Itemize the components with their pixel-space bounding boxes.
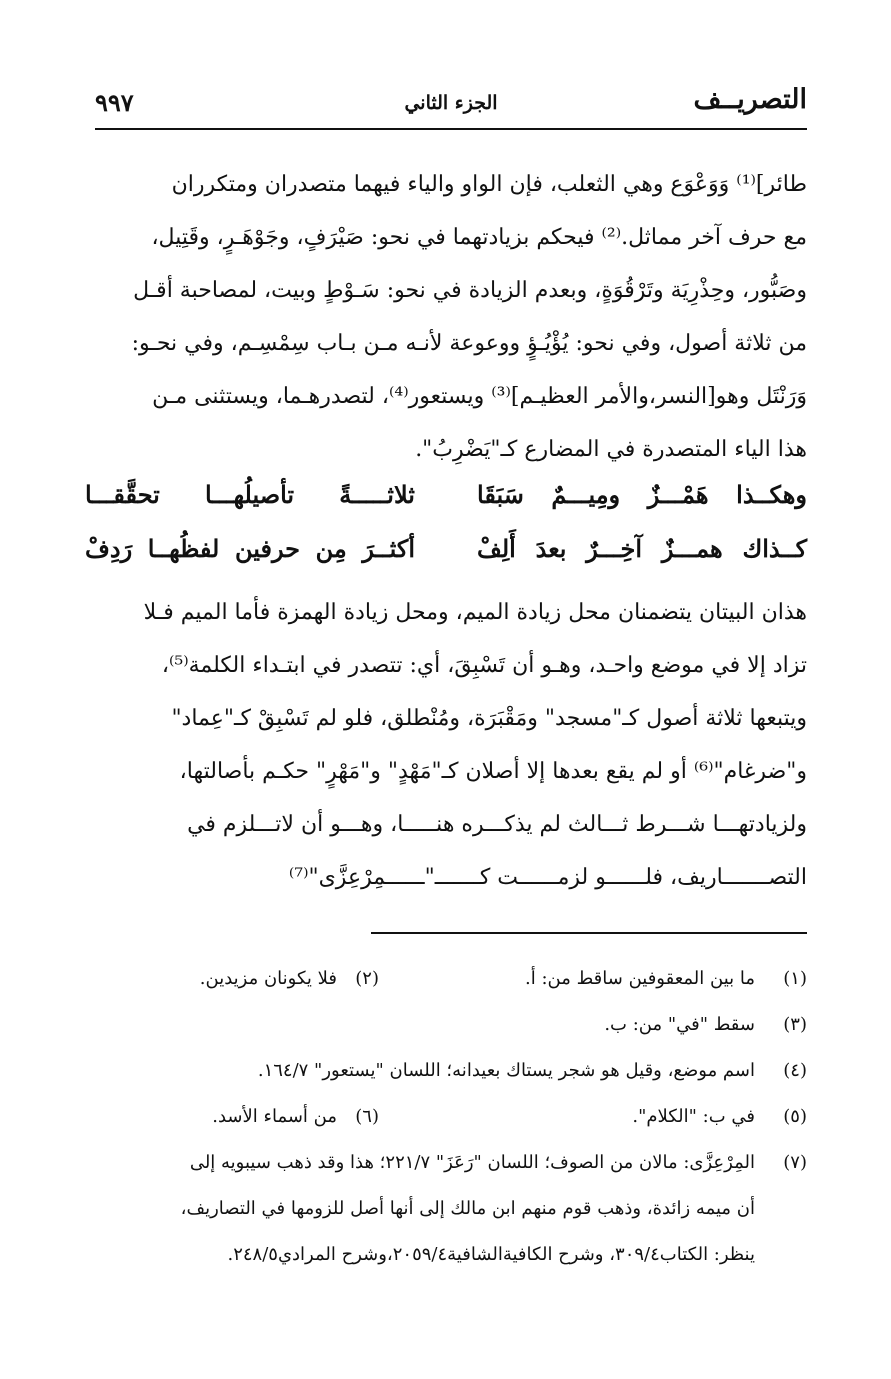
footnote-number: (٦) <box>355 1106 379 1127</box>
footnote-number: (٧) <box>783 1152 807 1173</box>
page-header <box>95 84 807 130</box>
paragraph-line: وصَبُّور، وحِذْرِيَة وتَرْقُوَةٍ، وبعدم الزيادة في نحو: سَـوْطٍ وبيت، لمصاحبة أقـل <box>133 278 807 303</box>
footnote-divider <box>371 932 807 934</box>
footnote-continuation: ينظر: الكتاب٣٠٩/٤، وشرح الكافيةالشافية٢٠٥٩/٤،وشرح المرادي٢٤٨/٥. <box>227 1244 755 1265</box>
footnote-row <box>85 1048 807 1094</box>
verse-second-hemistich: أكثــرَ مِن حرفين لفظُهــا رَدِفْ <box>85 534 415 563</box>
paragraph-1 <box>85 158 807 476</box>
verse-first-hemistich: وهكــذا هَمْـــزٌ ومِيـــمٌ سَبَقَا <box>477 480 807 509</box>
footnote-text: في ب: "الكلام". <box>632 1106 755 1127</box>
footnote-number: (١) <box>783 968 807 989</box>
chapter-title: التصريــف <box>693 84 807 115</box>
footnote-text: اسم موضع، وقيل هو شجر يستاك بعيدانه؛ اللسان "يستعور" ١٦٤/٧. <box>257 1060 755 1081</box>
footnote-text: من أسماء الأسد. <box>212 1106 337 1127</box>
paragraph-line: مع حرف آخر مماثل.⁽²⁾ فيحكم بزيادتهما في نحو: صَيْرَفٍ، وجَوْهَـرٍ، وقَتِيل، <box>151 225 807 250</box>
paragraph-line: ويتبعها ثلاثة أصول كـ"مسجد" ومَقْبَرَة، ومُنْطلق، فلو لم تَسْبِقْ كـ"عِماد" <box>171 706 807 731</box>
footnotes <box>85 956 807 1278</box>
paragraph-line: وَرَنْتَل وهو[النسر،والأمر العظيـم]⁽³⁾ ويستعور⁽⁴⁾، لتصدرهـما، ويستثنى مـن <box>152 384 807 409</box>
verse-first-hemistich: كــذاك همـــزٌ آخِـــرٌ بعدَ أَلِفْ <box>477 534 807 563</box>
paragraph-line: هذا الياء المتصدرة في المضارع كـ"يَضْرِبُ". <box>415 437 807 462</box>
part-label: الجزء الثاني <box>404 92 498 114</box>
footnote-text: ما بين المعقوفين ساقط من: أ. <box>525 968 755 989</box>
paragraph-line: تزاد إلا في موضع واحـد، وهـو أن تَسْبِقَ، أي: تتصدر في ابتـداء الكلمة⁽⁵⁾، <box>161 653 807 678</box>
paragraph-line: من ثلاثة أصول، وفي نحو: يُؤْيُـؤٍ ووعوعة لأنـه مـن بـاب سِمْسِـم، وفي نحـو: <box>131 331 807 356</box>
paragraph-line: و"ضرغام"⁽⁶⁾ أو لم يقع بعدها إلا أصلان كـ"مَهْدٍ" و"مَهْرٍ" حكـم بأصالتها، <box>179 759 807 784</box>
page-number: ٩٩٧ <box>95 88 134 117</box>
paragraph-line: ولزيادتهـــا شـــرط ثـــالث لم يذكـــره هنـــــا، وهـــو أن لاتـــلزم في <box>187 812 807 837</box>
footnote-text: فلا يكونان مزيدين. <box>199 968 337 989</box>
paragraph-line: طائر]⁽¹⁾ وَوَعْوَع وهي الثعلب، فإن الواو والياء فيهما متصدران ومتكرران <box>171 172 807 197</box>
footnote-number: (٤) <box>783 1060 807 1081</box>
verse-line-1 <box>85 480 807 530</box>
verse-second-hemistich: ثلاثـــــةً تأصيلُهـــا تحقَّقـــا <box>85 480 415 509</box>
footnote-number: (٥) <box>783 1106 807 1127</box>
footnote-row <box>85 1094 807 1140</box>
footnote-number: (٢) <box>355 968 379 989</box>
footnote-text: المِرْعِزَّى: مالان من الصوف؛ اللسان "رَعَزَ" ٢٢١/٧؛ هذا وقد ذهب سيبويه إلى <box>189 1152 755 1173</box>
footnote-continuation: أن ميمه زائدة، وذهب قوم منهم ابن مالك إلى أنها أصل للزومها في التصاريف، <box>180 1198 755 1219</box>
paragraph-line: التصـــــــاريف، فلــــــو لزمــــــت كـــــــ"ــــــمِرْعِزَّى"⁽⁷⁾ <box>288 865 807 890</box>
paragraph-line: هذان البيتان يتضمنان محل زيادة الميم، ومحل زيادة الهمزة فأما الميم فـلا <box>143 600 807 625</box>
verse-line-2 <box>85 534 807 584</box>
paragraph-2 <box>85 586 807 904</box>
footnote-number: (٣) <box>783 1014 807 1035</box>
footnote-row <box>85 956 807 1002</box>
footnote-text: سقط "في" من: ب. <box>604 1014 755 1035</box>
footnote-row <box>85 1002 807 1048</box>
footnote-row <box>85 1140 807 1186</box>
